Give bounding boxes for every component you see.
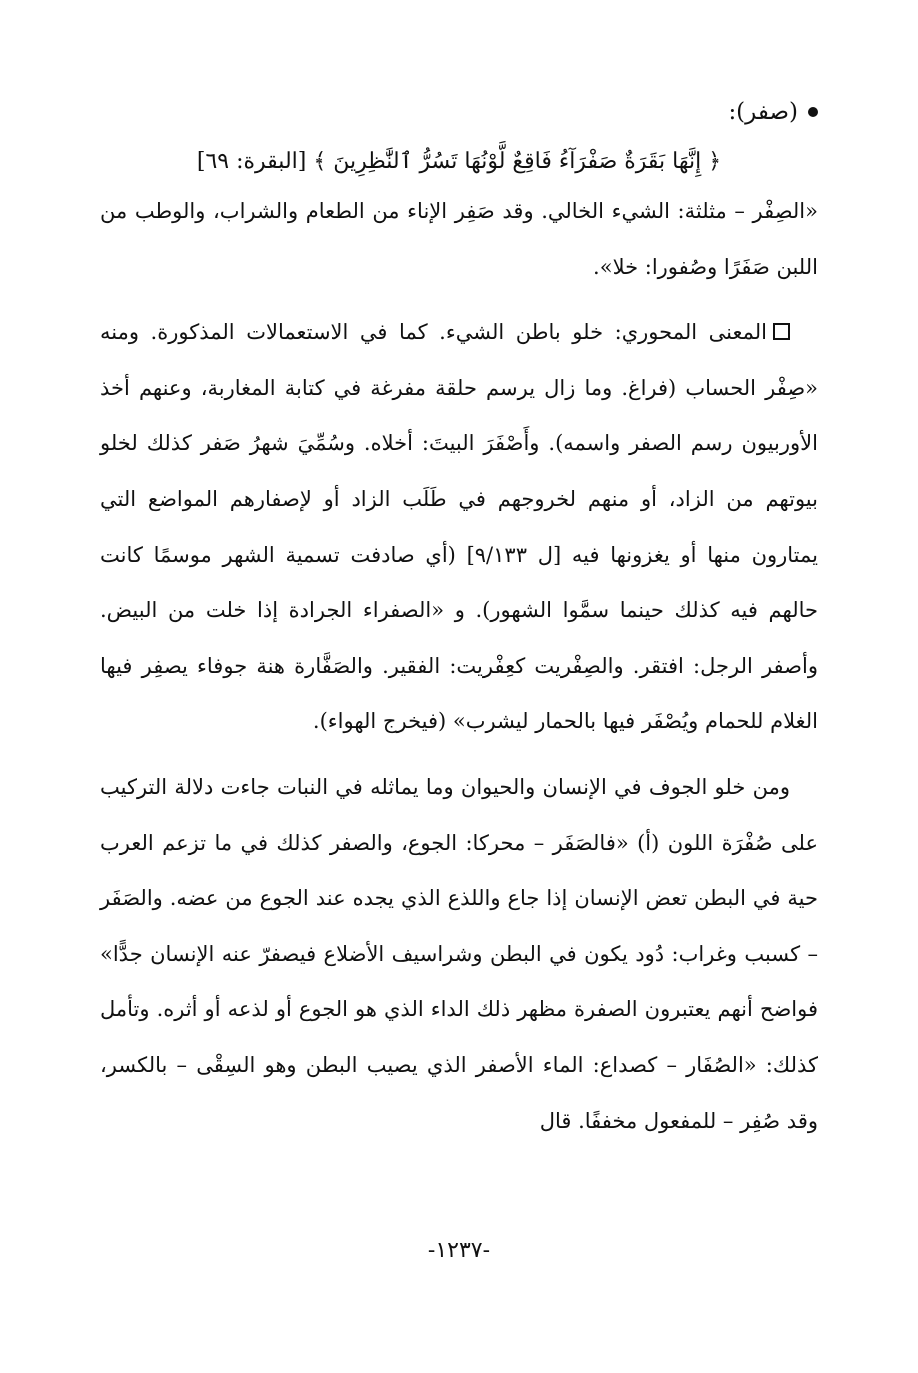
- core-meaning-text: خلو باطن الشيء. كما في الاستعمالات المذكورة. ومنه «صِفْر الحساب (فراغ. وما زال يرسم حلقة مفرغة في كتابة المغاربة، وعنهم أخذ الأوربيون رسم الصفر واسمه). وأَصْفَرَ البيتَ: أخلاه. وسُمِّيَ شهرُ صَفر كذلك لخلو بيوتهم من الزاد، أو منهم لخروجهم في طَلَب الزاد أو لإصفارهم المواضع التي يمتارون منها أو يغزونها فيه [ل ٩/١٣٣] (أي صادفت تسمية الشهر موسمًا كانت حالهم فيه كذلك حينما سمَّوا الشهور). و «الصفراء الجرادة إذا خلت من البيض. وأصفر الرجل: افتقر. والصِفْريت كعِفْريت: الفقير. والصَفَّارة هنة جوفاء يصفِر فيها الغلام للحمام ويُصْفَر فيها بالحمار ليشرب» (فيخرج الهواء).: [100, 320, 818, 734]
- book-page: [0, 90, 918, 1373]
- core-meaning-label: المعنى المحوري:: [614, 320, 767, 345]
- entry-heading: [100, 90, 818, 134]
- square-marker-icon: [773, 323, 790, 340]
- core-meaning-paragraph: [100, 305, 818, 750]
- quran-verse: ﴿ إِنَّهَا بَقَرَةٌ صَفْرَآءُ فَاقِعٌ لَّوْنُهَا تَسُرُّ ٱلنَّٰظِرِينَ ﴾ [البقرة: ٦٩]: [196, 149, 722, 174]
- page-number: -١٢٣٧-: [427, 1238, 491, 1263]
- definition-paragraph: «الصِفْر – مثلثة: الشيء الخالي. وقد صَفِر الإناء من الطعام والشراب، والوطب من اللبن صَفَرًا وصُفورا: خلا».: [100, 199, 818, 279]
- entry-heading-text: (صفر):: [728, 99, 798, 125]
- second-paragraph: ومن خلو الجوف في الإنسان والحيوان وما يماثله في النبات جاءت دلالة التركيب على صُفْرَة اللون (أ) «فالصَفَر – محركا: الجوع، والصفر كذلك في ما تزعم العرب حية في البطن تعض الإنسان إذا جاع واللذع الذي يجده عند الجوع من عضه. والصَفَر – كسبب وغراب: دُود يكون في البطن وشراسيف الأضلاع فيصفرّ عنه الإنسان جدًّا» فواضح أنهم يعتبرون الصفرة مظهر ذلك الداء الذي هو الجوع أو لذعه أو أثره. وتأمل كذلك: «الصُفَار – كصداع: الماء الأصفر الذي يصيب البطن وهو السِقْى – بالكسر، وقد صُفِر – للمفعول مخففًا. قال: [100, 774, 818, 1133]
- bullet-icon: [808, 107, 818, 117]
